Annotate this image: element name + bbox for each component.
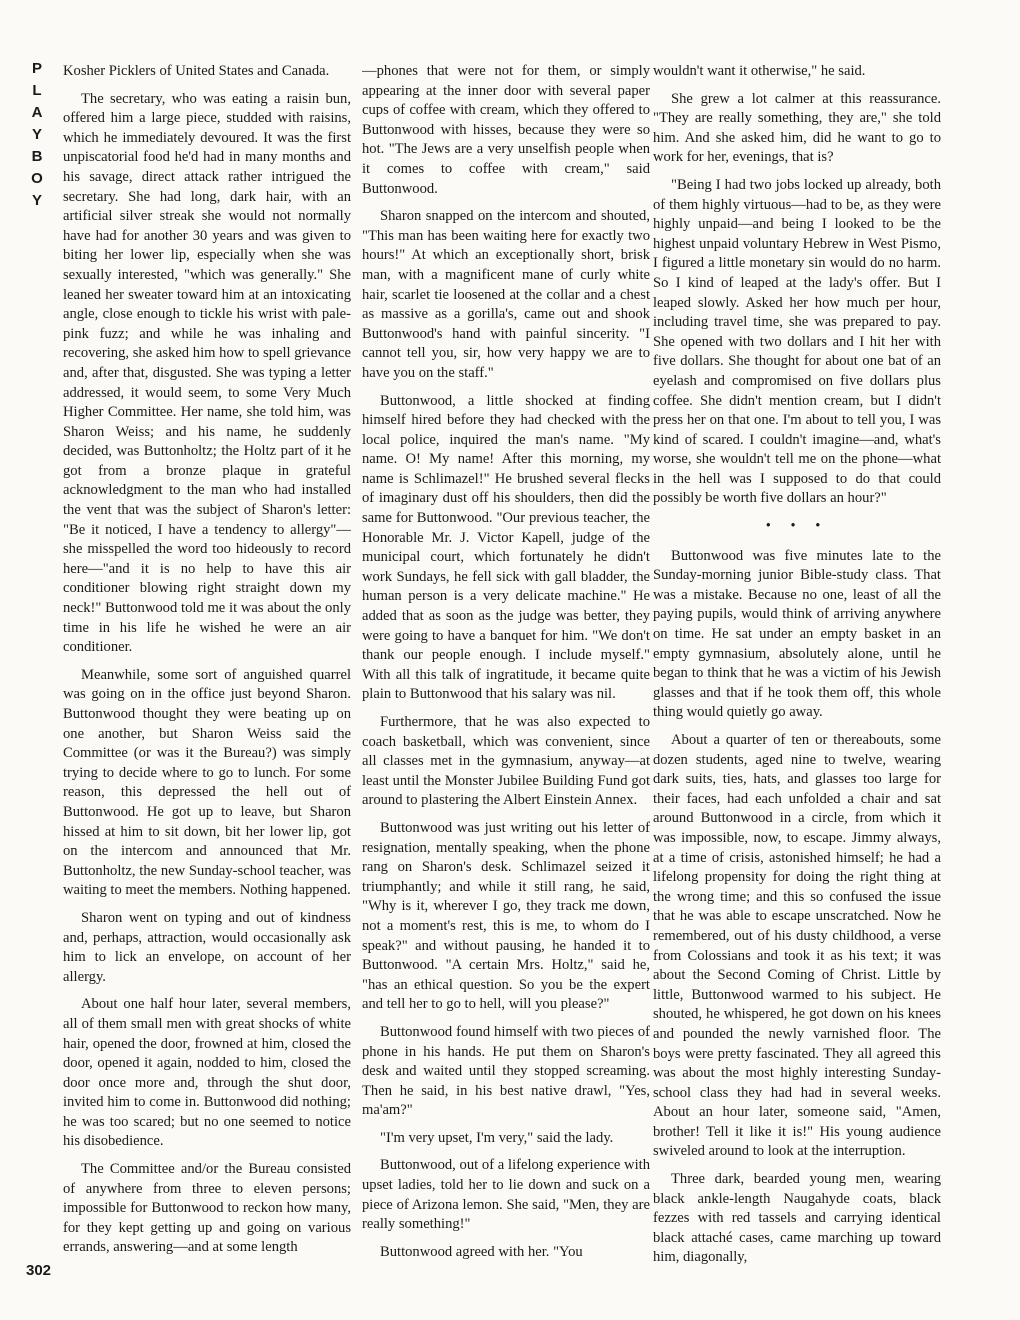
- side-label-letter: Y: [31, 192, 42, 209]
- paragraph: "Being I had two jobs locked up already, both of them highly virtuous—had to be, as they were highly unpaid—and being I looked to be the highest unpaid voluntary Hebrew in West Pismo, I figured a little monetary sin would do no harm. So I kind of leaped at the lady's offer. But I leaped slowly. Asked her how much per hour, including travel time, she was prepared to pay. She opened with two dollars and I hit her with five dollars. She thought for about one bat of an eyelash and compromised on five dollars plus coffee. She didn't mention cream, but I didn't press her on that one. I'm about to tell you, I was kind of scared. I couldn't imagine—and, what's worse, she wouldn't tell me on the phone—what in the hell was I supposed to do that could possibly be worth five dollars an hour?": [653, 176, 941, 507]
- side-label-letter: Y: [31, 126, 42, 143]
- side-label-letter: P: [31, 60, 42, 77]
- paragraph: Sharon snapped on the intercom and shouted, "This man has been waiting here for exactly two hours!" At which an exceptionally short, brisk man, with a magnificent mane of curly white hair, scarlet tie loosened at the collar and a chest as massive as a gorilla's, came out and shook Buttonwood's hand with painful sincerity. "I cannot tell you, sir, how very happy we are to have you on the staff.": [362, 208, 650, 381]
- text-column-2: [362, 62, 650, 1290]
- paragraph: Buttonwood was just writing out his letter of resignation, mentally speaking, when the phone rang on Sharon's desk. Schlimazel seized it triumphantly; and while it still rang, he said, "Why is it, wherever I go, they track me down, not a moment's rest, this is me, to whom do I speak?" and without pausing, he handed it to Buttonwood. "A certain Mrs. Holtz," said he, "has an ethical question. So you be the expert and tell her to go to hell, will you please?": [362, 819, 650, 1013]
- paragraph: About one half hour later, several members, all of them small men with great shocks of white hair, opened the door, frowned at him, closed the door, opened it again, nodded to him, closed the door once more and, through the shut door, invited him to come in. Buttonwood did nothing; he was too scared; but no one seemed to notice his disobedience.: [63, 996, 351, 1150]
- paragraph: Sharon went on typing and out of kindness and, perhaps, attraction, would occasionally ask him to lick an envelope, on account of her allergy.: [63, 909, 351, 985]
- paragraph: Meanwhile, some sort of anguished quarrel was going on in the office just beyond Sharon. Buttonwood thought they were beating up on one another, but Sharon Weiss said the Committee (or was it the Bureau?) was simply trying to decide where to go to lunch. For some reason, this depressed the hell out of Buttonwood. He got up to leave, but Sharon hissed at him to sit down, bit her lower lip, got on the intercom and announced that Mr. Buttonholtz, the new Sunday-school teacher, was waiting to meet the members. Nothing happened.: [63, 666, 351, 899]
- page-number: 302: [26, 1262, 52, 1279]
- paragraph: —phones that were not for them, or simply appearing at the inner door with several paper cups of coffee with cream, which they offered to Buttonwood with hisses, because they were so hot. "The Jews are a very unselfish people when it comes to coffee with cream," said Buttonwood.: [362, 63, 650, 197]
- side-label-letter: O: [31, 170, 43, 187]
- side-label-letter: A: [31, 104, 43, 121]
- paragraph: Furthermore, that he was also expected to coach basketball, which was convenient, since all classes met in the gymnasium, anyway—at least until the Monster Jubilee Building Fund got around to plastering the Albert Einstein Annex.: [362, 714, 650, 809]
- paragraph: "I'm very upset, I'm very," said the lady.: [380, 1129, 614, 1146]
- paragraph: Buttonwood, out of a lifelong experience with upset ladies, told her to lie down and suck on a piece of Arizona lemon. She said, "Men, they are really something!": [362, 1157, 650, 1233]
- paragraph: Three dark, bearded young men, wearing black ankle-length Naugahyde coats, black fezzes with red tassels and carrying identical black attaché cases, came marching up toward him, diagonally,: [653, 1171, 941, 1266]
- paragraph: About a quarter of ten or thereabouts, some dozen students, aged nine to twelve, wearing dark suits, ties, hats, and glasses too large for their faces, had each unfolded a chair and sat around Buttonwood in a circle, from which it was impossible, now, to escape. Jimmy always, at a time of crisis, astonished himself; he had a lifelong propensity for doing the right thing at the wrong time; and this so confused the issue that he was able to escape unscratched. Now he remembered, out of his dusty childhood, a verse from Colossians and took it as his text; it was about the Second Coming of Christ. Little by little, Buttonwood warmed to his subject. He shouted, he whispered, he got down on his knees and pounded the newly varnished floor. The boys were pretty fascinated. They all agreed this was about the most highly interesting Sunday-school class they had had in several weeks. About an hour later, someone said, "Amen, brother! Tell it like it is!" His young audience swiveled around to look at the interruption.: [653, 732, 941, 1160]
- paragraph: She grew a lot calmer at this reassurance. "They are really something, they are," she told him. And she asked him, did he want to go to work for her, evenings, that is?: [653, 90, 941, 166]
- paragraph: Buttonwood, a little shocked at finding himself hired before they had checked with the local police, inquired the man's name. "My name. O! My name! After this morning, my name is Schlimazel!" He brushed several flecks of imaginary dust off his shoulders, then did the same for Buttonwood. "Our previous teacher, the Honorable Mr. J. Victor Kapell, judge of the municipal court, which fortunately he didn't work Sundays, he fell sick with gall bladder, the human person is a very delicate machine." He added that as soon as the judge was better, they were going to have a banquet for him. "We don't thank our people enough. I include myself." With all this talk of ingratitude, it became quite plain to Buttonwood that his salary was nil.: [362, 392, 650, 703]
- paragraph: The secretary, who was eating a raisin bun, offered him a large piece, studded with raisins, which he immediately devoured. It was the first unpiscatorial food he'd had in many months and his savage, direct attack rather intrigued the secretary. She had long, dark hair, with an artificial silver streak she would not normally have had for another 30 years and was given to biting her lower lip, especially when she was sexually interested, "which was generally." She leaned her sweater toward him at an intoxicating angle, close enough to tickle his wrist with pale-pink fuzz; and while he was inhaling and recovering, she asked him how to spell grievance and, after that, disgusted. She was typing a letter addressed, it would seem, to some Very Much Higher Committee. Her name, she told him, was Sharon Weiss; and his name, he suddenly decided, was Buttonholtz; the Holtz part of it he got from a bronze plaque in grateful acknowledgment to the man who had installed the vent that was the subject of Sharon's letter: "Be it noticed, I have a tendency to allergy"—she misspelled the word too hideously to record here—"and it is no help to have this air conditioner blowing right straight down my neck!" Buttonwood told me it was about the only time in his life he wished he were an air conditioner.: [63, 90, 351, 656]
- paragraph: Buttonwood found himself with two pieces of phone in his hands. He put them on Sharon's desk and waited until they stopped screaming. Then he said, in his best native drawl, "Yes, ma'am?": [362, 1023, 650, 1119]
- paragraph: Buttonwood was five minutes late to the Sunday-morning junior Bible-study class. That was a mistake. Because no one, least of all the paying pupils, would think of arriving anywhere on time. He sat under an empty basket in an empty gymnasium, absolutely alone, until he began to think that he was a victim of his Jewish glasses and that if he took them off, this whole thing would quietly go away.: [653, 547, 941, 721]
- magazine-side-label: [28, 58, 46, 212]
- text-column-1: [63, 62, 351, 1290]
- paragraph: wouldn't want it otherwise," he said.: [653, 63, 866, 79]
- paragraph: Kosher Picklers of United States and Canada.: [63, 63, 330, 79]
- text-column-3: [653, 62, 941, 1290]
- side-label-letter: B: [31, 148, 43, 165]
- paragraph: • • •: [765, 518, 829, 535]
- paragraph: The Committee and/or the Bureau consisted of anywhere from three to eleven persons; impossible for Buttonwood to reckon how many, for they kept getting up and going on various errands, answering—and at some length: [63, 1161, 351, 1256]
- side-label-letter: L: [32, 82, 42, 99]
- paragraph: Buttonwood agreed with her. "You: [380, 1243, 583, 1260]
